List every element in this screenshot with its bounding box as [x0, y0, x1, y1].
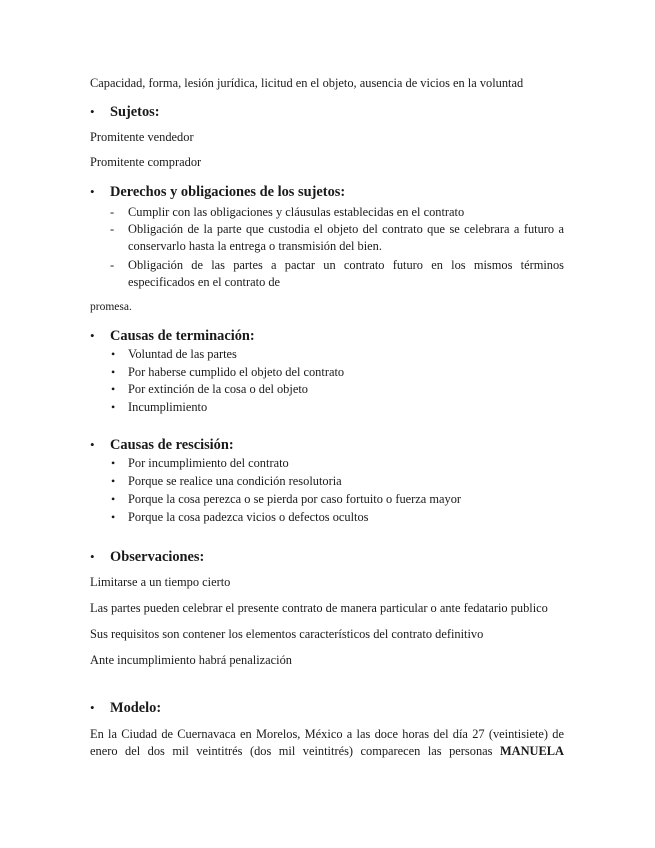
bullet-icon: • [111, 510, 116, 524]
sujeto-item: Promitente comprador [90, 155, 202, 169]
bullet-icon: • [111, 382, 116, 396]
bullet-icon: • [90, 700, 95, 715]
bullet-icon: • [90, 437, 95, 452]
derecho-item: - Obligación de las partes a pactar un contrato futuro en los mismos términos especificados en el contrato de [110, 258, 564, 289]
bullet-icon: • [111, 347, 116, 361]
bullet-icon: • [90, 549, 95, 564]
observacion-item: Ante incumplimiento habrá penalización [90, 653, 292, 667]
observacion-item: Sus requisitos son contener los elementos característicos del contrato definitivo [90, 627, 484, 641]
dash-marker: - [110, 258, 115, 272]
bullet-icon: • [90, 184, 95, 199]
bullet-icon: • [111, 365, 116, 379]
observacion-item: Las partes pueden celebrar el presente contrato de manera particular o ante fedatario publico [90, 601, 548, 615]
modelo-paragraph [90, 726, 564, 760]
sujeto-item: Promitente vendedor [90, 130, 194, 144]
modelo-line-1: En la Ciudad de Cuernavaca en Morelos, México a las doce horas del día 27 (veintisiete) de [90, 727, 564, 741]
dash-marker: - [110, 205, 115, 219]
bullet-icon: • [111, 456, 116, 470]
modelo-line-2: enero del dos mil veintitrés (dos mil veintitrés) comparecen las personas MANUELA [90, 744, 564, 758]
intro-paragraph: Capacidad, forma, lesión jurídica, licitud en el objeto, ausencia de vicios en la voluntad [90, 76, 524, 90]
bullet-icon: • [90, 104, 95, 119]
derechos-trailing-text: promesa. [90, 301, 132, 313]
party-name: MANUELA [499, 744, 564, 758]
bullet-icon: • [111, 474, 116, 488]
derecho-item: - Cumplir con las obligaciones y cláusulas establecidas en el contrato [110, 205, 465, 219]
dash-marker: - [110, 222, 115, 236]
bullet-icon: • [111, 492, 116, 506]
derecho-item: - Obligación de la parte que custodia el objeto del contrato que se celebrara a futuro a conservarlo hasta la entrega o transmisión del bien. [110, 222, 564, 253]
bullet-icon: • [111, 400, 116, 414]
bullet-icon: • [90, 328, 95, 343]
observacion-item: Limitarse a un tiempo cierto [90, 575, 231, 589]
